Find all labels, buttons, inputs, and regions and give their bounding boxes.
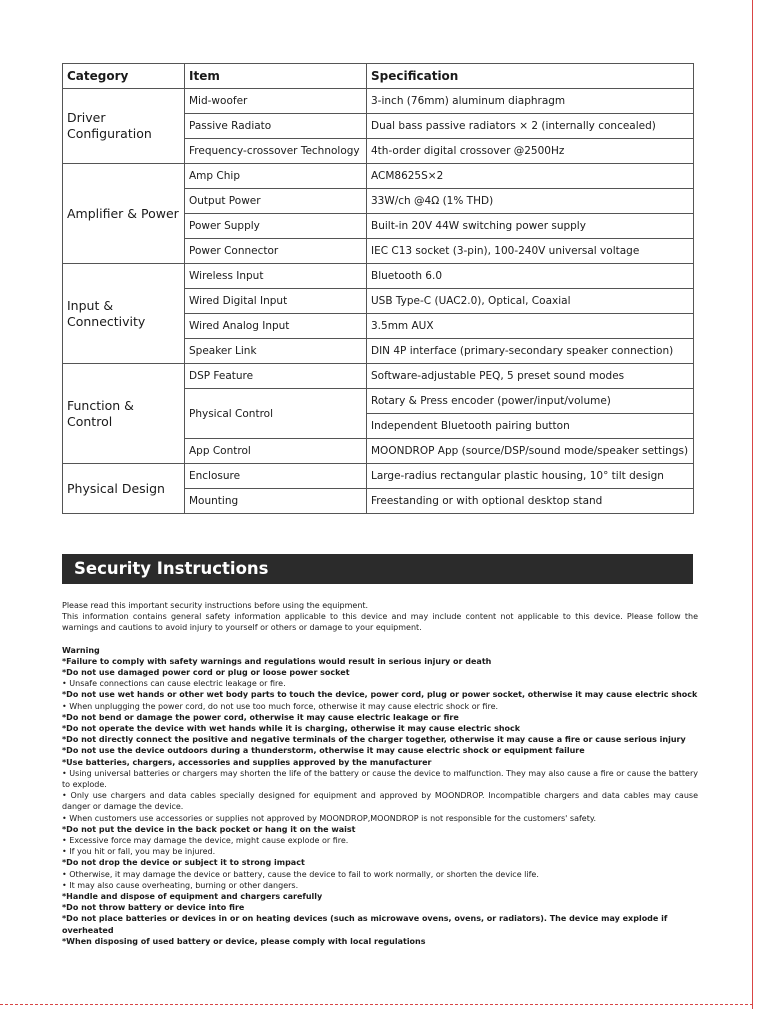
table-row xyxy=(63,464,694,489)
warning-heading: *Do not place batteries or devices in or on heating devices (such as microwave ovens, ovens, or radiators). The device may explode if overheated xyxy=(62,914,668,935)
item-cell: Speaker Link xyxy=(185,339,367,364)
header-category: Category xyxy=(63,64,185,89)
spec-cell: Rotary & Press encoder (power/input/volume) xyxy=(367,389,694,414)
spec-table xyxy=(62,63,694,514)
spec-cell: 3-inch (76mm) aluminum diaphragm xyxy=(367,89,694,114)
warning-detail: • When customers use accessories or supplies not approved by MOONDROP,MOONDROP is not responsible for the customers' safety. xyxy=(62,813,596,823)
category-driver: Driver Configuration xyxy=(63,89,185,164)
item-cell: Power Connector xyxy=(185,239,367,264)
warning-heading: *Do not drop the device or subject it to strong impact xyxy=(62,858,305,868)
table-row xyxy=(63,164,694,189)
spec-cell: USB Type-C (UAC2.0), Optical, Coaxial xyxy=(367,289,694,314)
item-cell: Wireless Input xyxy=(185,264,367,289)
warning-detail: • Only use chargers and data cables specially designed for equipment and approved by MOONDROP. Incompatible chargers and data cables may cause danger or damage the device. xyxy=(62,791,698,812)
category-physical: Physical Design xyxy=(63,464,185,514)
category-amplifier: Amplifier & Power xyxy=(63,164,185,264)
intro-line: Please read this important security instructions before using the equipment. xyxy=(62,601,369,610)
item-cell: Passive Radiato xyxy=(185,114,367,139)
table-row xyxy=(63,89,694,114)
spec-cell: DIN 4P interface (primary-secondary speaker connection) xyxy=(367,339,694,364)
item-cell: Mounting xyxy=(185,489,367,514)
spec-cell: MOONDROP App (source/DSP/sound mode/speaker settings) xyxy=(367,439,694,464)
spec-cell: 3.5mm AUX xyxy=(367,314,694,339)
warning-detail: • If you hit or fall, you may be injured. xyxy=(62,847,216,857)
header-specification: Specification xyxy=(367,64,694,89)
warning-heading: *Do not throw battery or device into fire xyxy=(62,903,245,913)
page-edge-right xyxy=(752,0,753,1009)
warning-heading: *Use batteries, chargers, accessories and supplies approved by the manufacturer xyxy=(62,757,432,767)
item-cell: Amp Chip xyxy=(185,164,367,189)
warning-detail: • Unsafe connections can cause electric leakage or fire. xyxy=(62,679,286,689)
item-cell: Enclosure xyxy=(185,464,367,489)
warning-heading: *Do not bend or damage the power cord, otherwise it may cause electric leakage or fire xyxy=(62,712,459,722)
warning-detail: • When unplugging the power cord, do not use too much force, otherwise it may cause electric shock or fire. xyxy=(62,701,499,711)
item-cell: Mid-woofer xyxy=(185,89,367,114)
item-cell: Power Supply xyxy=(185,214,367,239)
item-cell: Wired Analog Input xyxy=(185,314,367,339)
spec-cell: Software-adjustable PEQ, 5 preset sound modes xyxy=(367,364,694,389)
item-cell: DSP Feature xyxy=(185,364,367,389)
section-title: Security Instructions xyxy=(62,554,693,584)
spec-cell: Bluetooth 6.0 xyxy=(367,264,694,289)
category-function: Function & Control xyxy=(63,364,185,464)
item-cell: Wired Digital Input xyxy=(185,289,367,314)
warning-heading: *Failure to comply with safety warnings and regulations would result in serious injury or death xyxy=(62,656,492,666)
warning-heading: *Do not use wet hands or other wet body parts to touch the device, power cord, plug or power socket, otherwise it may cause electric shock xyxy=(62,690,698,700)
spec-table-header xyxy=(63,64,694,89)
table-row xyxy=(63,264,694,289)
intro-line: This information contains general safety information applicable to this device and may include content not applicable to this device. Please follow the warnings and cautions to avoid injury to yourself or others or damage to your equipment. xyxy=(62,612,698,633)
security-instructions xyxy=(62,600,698,947)
spec-cell: Dual bass passive radiators × 2 (internally concealed) xyxy=(367,114,694,139)
item-cell: Frequency-crossover Technology xyxy=(185,139,367,164)
header-item: Item xyxy=(185,64,367,89)
warning-heading: *Do not operate the device with wet hands while it is charging, otherwise it may cause electric shock xyxy=(62,724,521,734)
warning-label: Warning xyxy=(62,645,100,655)
warning-heading: *Do not use the device outdoors during a thunderstorm, otherwise it may cause electric shock or equipment failure xyxy=(62,746,585,756)
warning-heading: *When disposing of used battery or device, please comply with local regulations xyxy=(62,936,426,946)
warning-heading: *Do not use damaged power cord or plug or loose power socket xyxy=(62,668,350,678)
item-cell: Physical Control xyxy=(185,389,367,439)
item-cell: Output Power xyxy=(185,189,367,214)
spec-cell: 4th-order digital crossover @2500Hz xyxy=(367,139,694,164)
warning-detail: • Excessive force may damage the device, might cause explode or fire. xyxy=(62,836,349,846)
spec-cell: IEC C13 socket (3-pin), 100-240V universal voltage xyxy=(367,239,694,264)
spec-cell: Independent Bluetooth pairing button xyxy=(367,414,694,439)
spec-cell: ACM8625S×2 xyxy=(367,164,694,189)
spec-cell: Built-in 20V 44W switching power supply xyxy=(367,214,694,239)
warning-detail: • Using universal batteries or chargers may shorten the life of the battery or cause the device to malfunction. They may also cause a fire or cause the battery to explode. xyxy=(62,768,698,790)
warning-heading: *Do not directly connect the positive and negative terminals of the charger together, otherwise it may cause a fire or cause serious injury xyxy=(62,735,686,745)
warning-list xyxy=(62,656,698,947)
category-input: Input & Connectivity xyxy=(63,264,185,364)
warning-heading: *Do not put the device in the back pocket or hang it on the waist xyxy=(62,824,356,834)
warning-detail: • Otherwise, it may damage the device or battery, cause the device to fail to work normally, or shorten the device life. xyxy=(62,869,539,879)
spec-cell: Freestanding or with optional desktop stand xyxy=(367,489,694,514)
item-cell: App Control xyxy=(185,439,367,464)
spec-cell: Large-radius rectangular plastic housing, 10° tilt design xyxy=(367,464,694,489)
spec-cell: 33W/ch @4Ω (1% THD) xyxy=(367,189,694,214)
warning-detail: • It may also cause overheating, burning or other dangers. xyxy=(62,880,299,890)
table-row xyxy=(63,364,694,389)
page-edge-bottom xyxy=(0,1004,753,1005)
warning-heading: *Handle and dispose of equipment and chargers carefully xyxy=(62,892,323,902)
